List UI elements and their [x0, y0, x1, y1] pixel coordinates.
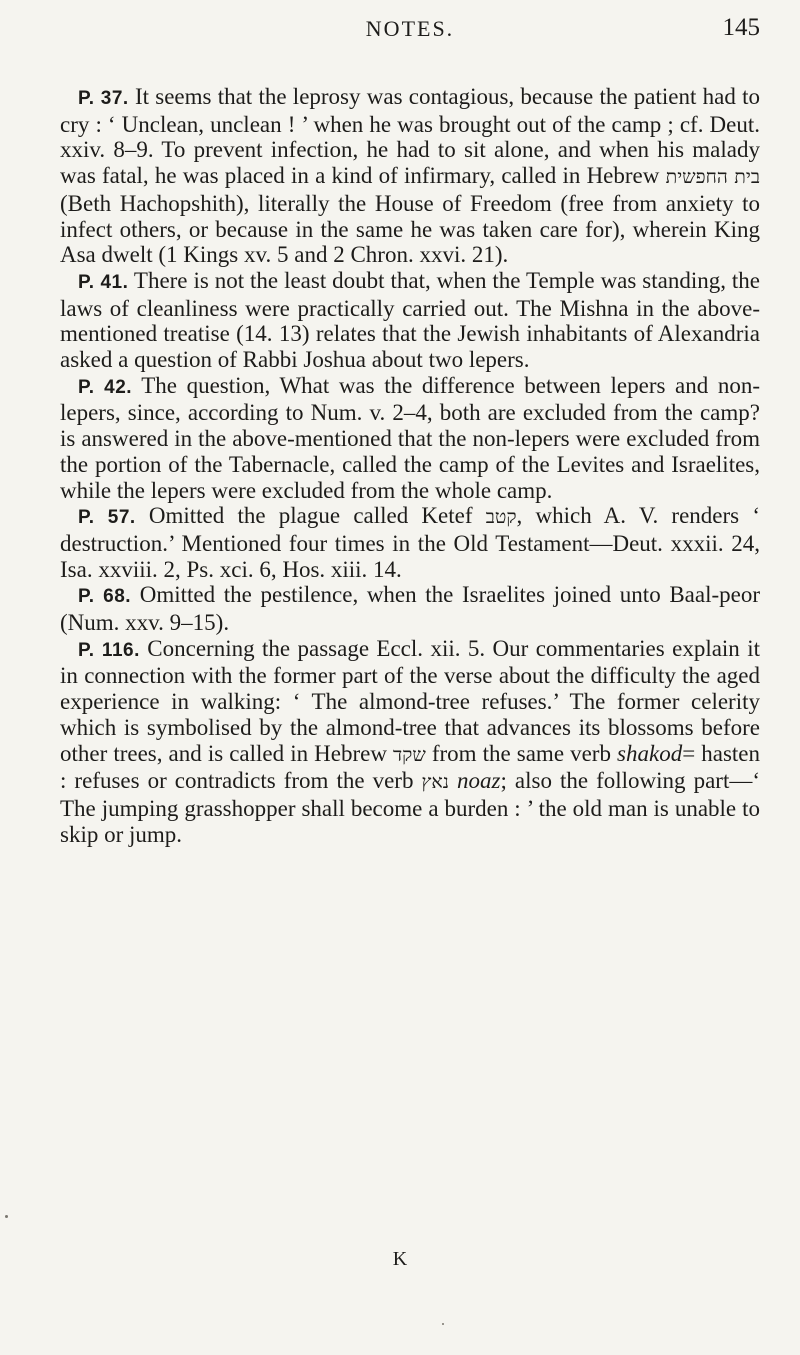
note-p68	[60, 582, 760, 635]
paper-speck	[442, 1323, 444, 1325]
hebrew-term: שקד	[393, 743, 426, 766]
note-text: = hasten : refuses or contradicts from the verb	[60, 740, 760, 794]
transliteration: shakod	[617, 740, 683, 766]
note-reference: P. 37.	[78, 88, 129, 109]
note-text: (Beth Hachopshith), literally the House of Freedom (free from anxiety to infect others, or because in the same he was taken care for), wherein King Asa dwelt (1 Kings xv. 5 and 2 Chron. xxvi. 21).	[60, 190, 760, 268]
running-head-title: NOTES.	[365, 16, 455, 41]
page-number: 145	[722, 14, 760, 41]
signature-mark: K	[392, 1248, 408, 1270]
note-reference: P. 68.	[78, 586, 132, 608]
note-reference: P. 116.	[78, 639, 140, 661]
note-p42	[60, 373, 760, 504]
paper-speck	[5, 1215, 8, 1218]
note-reference: P. 41.	[78, 271, 129, 293]
note-text: Omitted the plague called Ketef	[135, 503, 486, 529]
note-text: ; also the following part—‘ The jumping grasshopper shall become a burden : ’ the old man is unable to skip or jump.	[60, 768, 760, 847]
note-p116	[60, 636, 760, 848]
note-reference: P. 42.	[78, 376, 133, 398]
hebrew-term: נאץ	[421, 771, 449, 794]
note-text: Concerning the passage Eccl. xii. 5. Our commentaries explain it in connection with the former part of the verse about the difficulty the aged experience in walking: ‘ The almond-tree refuses.’ The former celerity which is symbolised by the almond-tree that advances its blossoms before other trees, and is called in Hebrew	[60, 635, 760, 766]
note-text: Omitted the pestilence, when the Israelites joined unto Baal-peor (Num. xxv. 9–15).	[60, 582, 761, 636]
notes-body	[60, 84, 760, 847]
note-reference: P. 57.	[78, 507, 136, 529]
note-text: It seems that the leprosy was contagious, because the patient had to cry : ‘ Unclean, unclean ! ’ when he was brought out of the camp ; cf. Deut. xxiv. 8–9. To prevent infection, he had to sit alone, and when his malady was fatal, he was placed in a kind of infirmary, called in Hebrew	[60, 84, 760, 189]
note-text: from the same verb	[425, 740, 618, 766]
note-p37	[60, 84, 760, 268]
hebrew-term: קטב	[485, 506, 517, 529]
note-text	[449, 768, 457, 793]
note-text: The question, What was the difference between lepers and non-lepers, since, according to Num. v. 2–4, both are excluded from the camp? is answered in the above-mentioned that the non-lepers were excluded from the portion of the Tabernacle, called the camp of the Levites and Israelites, while the lepers were excluded from the whole camp.	[60, 372, 760, 503]
running-head	[60, 12, 760, 42]
note-p41	[60, 268, 760, 373]
note-text: There is not the least doubt that, when the Temple was standing, the laws of cleanliness were practically carried out. The Mishna in the above-mentioned treatise (14. 13) relates that the Jewish inhabitants of Alexandria asked a question of Rabbi Joshua about two lepers.	[60, 267, 760, 373]
hebrew-term: בית החפשית	[665, 166, 760, 189]
note-p57	[60, 503, 760, 582]
transliteration: noaz	[457, 768, 501, 794]
note-text: , which A. V. renders ‘ destruction.’ Mentioned four times in the Old Testament—Deut. xxxii. 24, Isa. xxviii. 2, Ps. xci. 6, Hos. xiii. 14.	[60, 503, 760, 582]
